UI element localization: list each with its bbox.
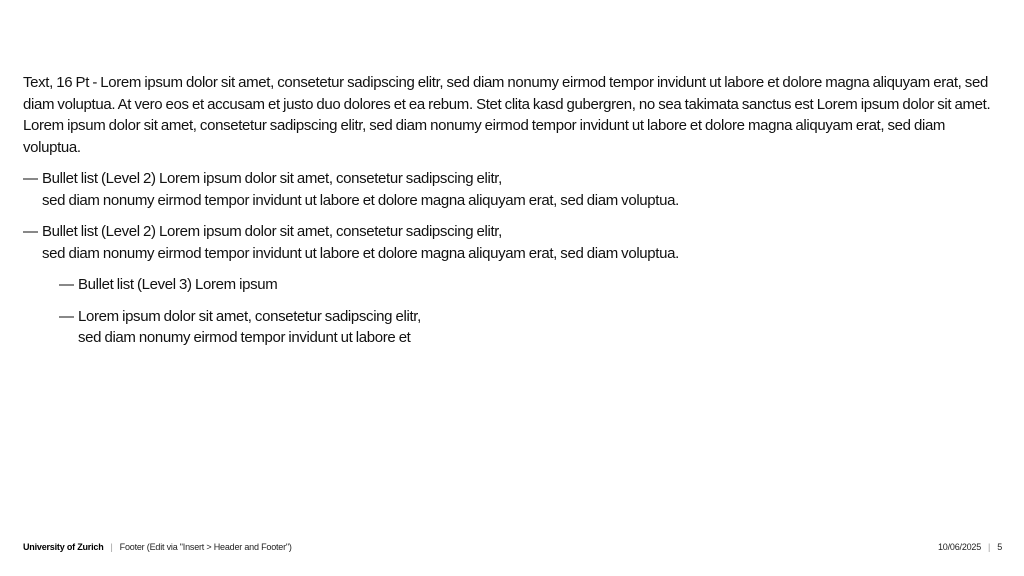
bullet-line: Bullet list (Level 2) Lorem ipsum dolor sit amet, consetetur sadipscing elitr,	[42, 170, 502, 187]
footer-text: Footer (Edit via "Insert > Header and Footer")	[119, 542, 292, 552]
bullet-item-level-3	[23, 306, 1003, 349]
bullet-text	[59, 306, 1003, 349]
slide-date: 10/06/2025	[938, 542, 982, 552]
slide-content	[23, 72, 1003, 359]
bullet-line: Lorem ipsum dolor sit amet, consetetur sadipscing elitr,	[78, 307, 421, 325]
bullet-dash: —	[59, 307, 74, 325]
bullet-item-level-2	[23, 221, 1003, 264]
bullet-text	[23, 168, 1003, 211]
footer-left	[23, 540, 292, 554]
bullet-line: Bullet list (Level 2) Lorem ipsum dolor sit amet, consetetur sadipscing elitr,	[42, 223, 502, 240]
slide-number: 5	[997, 542, 1002, 552]
bullet-text	[59, 274, 1003, 296]
bullet-dash: —	[59, 276, 74, 293]
bullet-item-level-2	[23, 168, 1003, 211]
footer-separator: |	[988, 542, 991, 552]
bullet-item-level-3	[23, 274, 1003, 296]
footer-right	[938, 540, 1002, 554]
bullet-text	[23, 221, 1003, 264]
body-paragraph: Text, 16 Pt - Lorem ipsum dolor sit amet, consetetur sadipscing elitr, sed diam nonumy eirmod tempor invidunt ut labore et dolore magna aliquyam erat, sed diam voluptua. At vero eos et accusam et justo duo dolores et ea rebum. Stet clita kasd gubergren, no sea takimata sanctus est Lorem ipsum dolor sit amet. Lorem ipsum dolor sit amet, consetetur sadipscing elitr, sed diam nonumy eirmod tempor invidunt ut labore et dolore magna aliquyam erat, sed diam voluptua.	[23, 74, 991, 156]
bullet-dash: —	[23, 223, 38, 240]
bullet-line: sed diam nonumy eirmod tempor invidunt ut labore et dolore magna aliquyam erat, sed diam voluptua.	[42, 191, 679, 209]
slide-footer	[23, 540, 1002, 554]
bullet-line: Bullet list (Level 3) Lorem ipsum	[78, 276, 278, 293]
bullet-dash: —	[23, 170, 38, 187]
footer-separator: |	[110, 542, 113, 552]
bullet-line: sed diam nonumy eirmod tempor invidunt ut labore et dolore magna aliquyam erat, sed diam voluptua.	[42, 244, 679, 262]
institution-name: University of Zurich	[23, 542, 104, 552]
bullet-line: sed diam nonumy eirmod tempor invidunt ut labore et	[78, 329, 411, 346]
